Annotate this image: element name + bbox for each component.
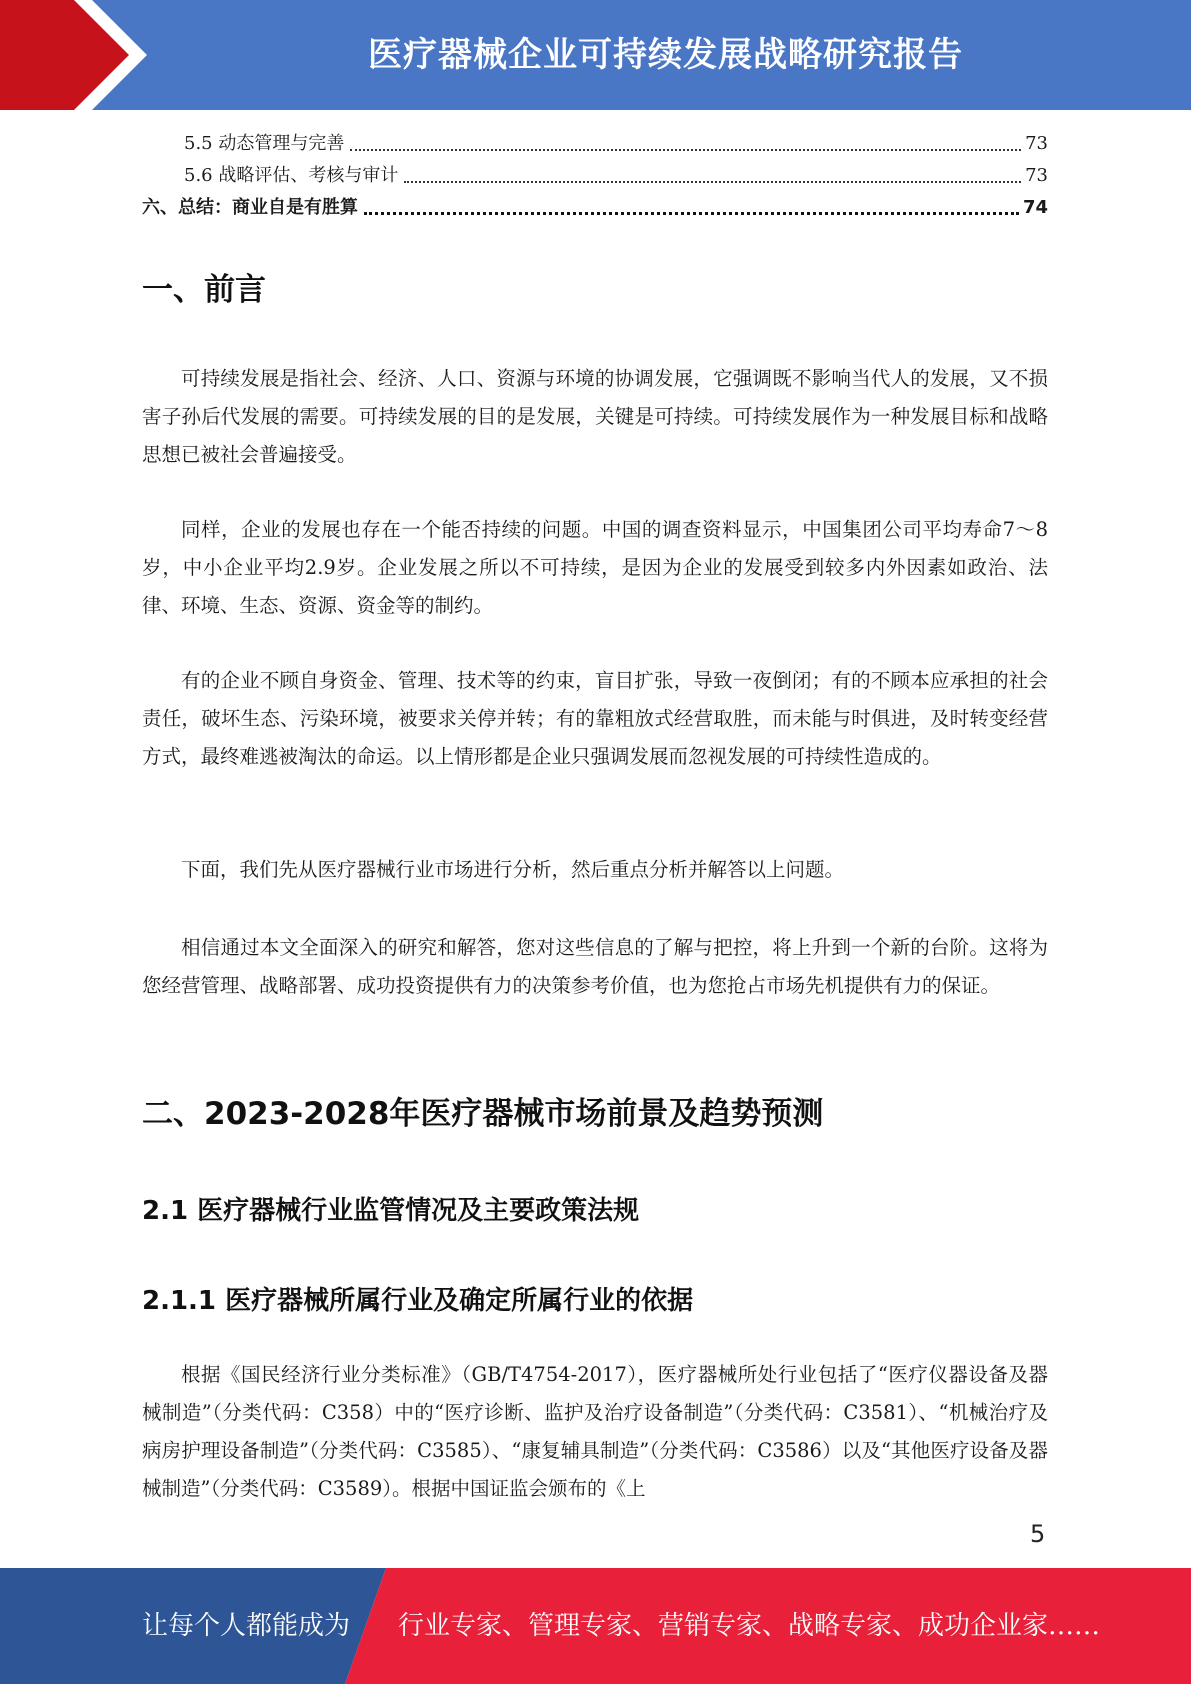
footer-slogan-roles: 行业专家、管理专家、营销专家、战略专家、成功企业家…… <box>398 1611 1101 1641</box>
toc-entry[interactable] <box>142 128 1048 160</box>
toc-entry-label: 5.6 战略评估、考核与审计 <box>184 165 399 186</box>
toc-leader-dots <box>404 181 1021 183</box>
paragraph-preface-1: 可持续发展是指社会、经济、人口、资源与环境的协调发展，它强调既不影响当代人的发展，又不损害子孙后代发展的需要。可持续发展的目的是发展，关键是可持续。可持续发展作为一种发展目标和战略思想已被社会普遍接受。 <box>142 367 1048 466</box>
paragraph-preface-4: 下面，我们先从医疗器械行业市场进行分析，然后重点分析并解答以上问题。 <box>181 858 845 881</box>
toc-entry[interactable] <box>142 160 1048 192</box>
table-of-contents <box>142 128 1048 224</box>
toc-entry-page: 74 <box>1022 197 1048 218</box>
section-heading-market: 二、2023-2028年医疗器械市场前景及趋势预测 <box>142 1096 824 1132</box>
report-title: 医疗器械企业可持续发展战略研究报告 <box>368 35 963 75</box>
footer-banner <box>0 1568 1191 1684</box>
section-heading-preface: 一、前言 <box>142 272 266 308</box>
toc-leader-dots <box>350 149 1021 151</box>
paragraph-industry-basis: 根据《国民经济行业分类标准》（GB/T4754-2017），医疗器械所处行业包括了“医疗仪器设备及器械制造”（分类代码：C358）中的“医疗诊断、监护及治疗设备制造”（分类代码：C3581）、“机械治疗及病房护理设备制造”（分类代码：C3585）、“康复辅具制造”（分类代码：C3586）以及“其他医疗设备及器械制造”（分类代码：C3589）。根据中国证监会颁布的《上 <box>142 1363 1048 1500</box>
toc-entry-label: 六、总结：商业自是有胜算 <box>142 197 358 218</box>
toc-leader-dots <box>364 212 1019 215</box>
footer-slogan-lead: 让每个人都能成为 <box>142 1611 351 1641</box>
paragraph-preface-5: 相信通过本文全面深入的研究和解答，您对这些信息的了解与把控，将上升到一个新的台阶。这将为您经营管理、战略部署、成功投资提供有力的决策参考价值，也为您抢占市场先机提供有力的保证。 <box>142 936 1048 997</box>
toc-entry-page: 73 <box>1025 165 1048 186</box>
header-banner <box>0 0 1191 110</box>
subsection-heading-2-1: 2.1 医疗器械行业监管情况及主要政策法规 <box>142 1196 640 1226</box>
toc-entry-page: 73 <box>1025 133 1048 154</box>
toc-entry[interactable] <box>142 192 1048 224</box>
paragraph-preface-2: 同样，企业的发展也存在一个能否持续的问题。中国的调查资料显示，中国集团公司平均寿命7～8岁，中小企业平均2.9岁。企业发展之所以不可持续，是因为企业的发展受到较多内外因素如政治、法律、环境、生态、资源、资金等的制约。 <box>142 518 1048 617</box>
page-number: 5 <box>1030 1520 1046 1548</box>
subsection-heading-2-1-1: 2.1.1 医疗器械所属行业及确定所属行业的依据 <box>142 1286 694 1316</box>
paragraph-preface-3: 有的企业不顾自身资金、管理、技术等的约束，盲目扩张，导致一夜倒闭；有的不顾本应承担的社会责任，破坏生态、污染环境，被要求关停并转；有的靠粗放式经营取胜，而未能与时俱进，及时转变经营方式，最终难逃被淘汰的命运。以上情形都是企业只强调发展而忽视发展的可持续性造成的。 <box>142 669 1048 768</box>
toc-entry-label: 5.5 动态管理与完善 <box>184 133 345 154</box>
